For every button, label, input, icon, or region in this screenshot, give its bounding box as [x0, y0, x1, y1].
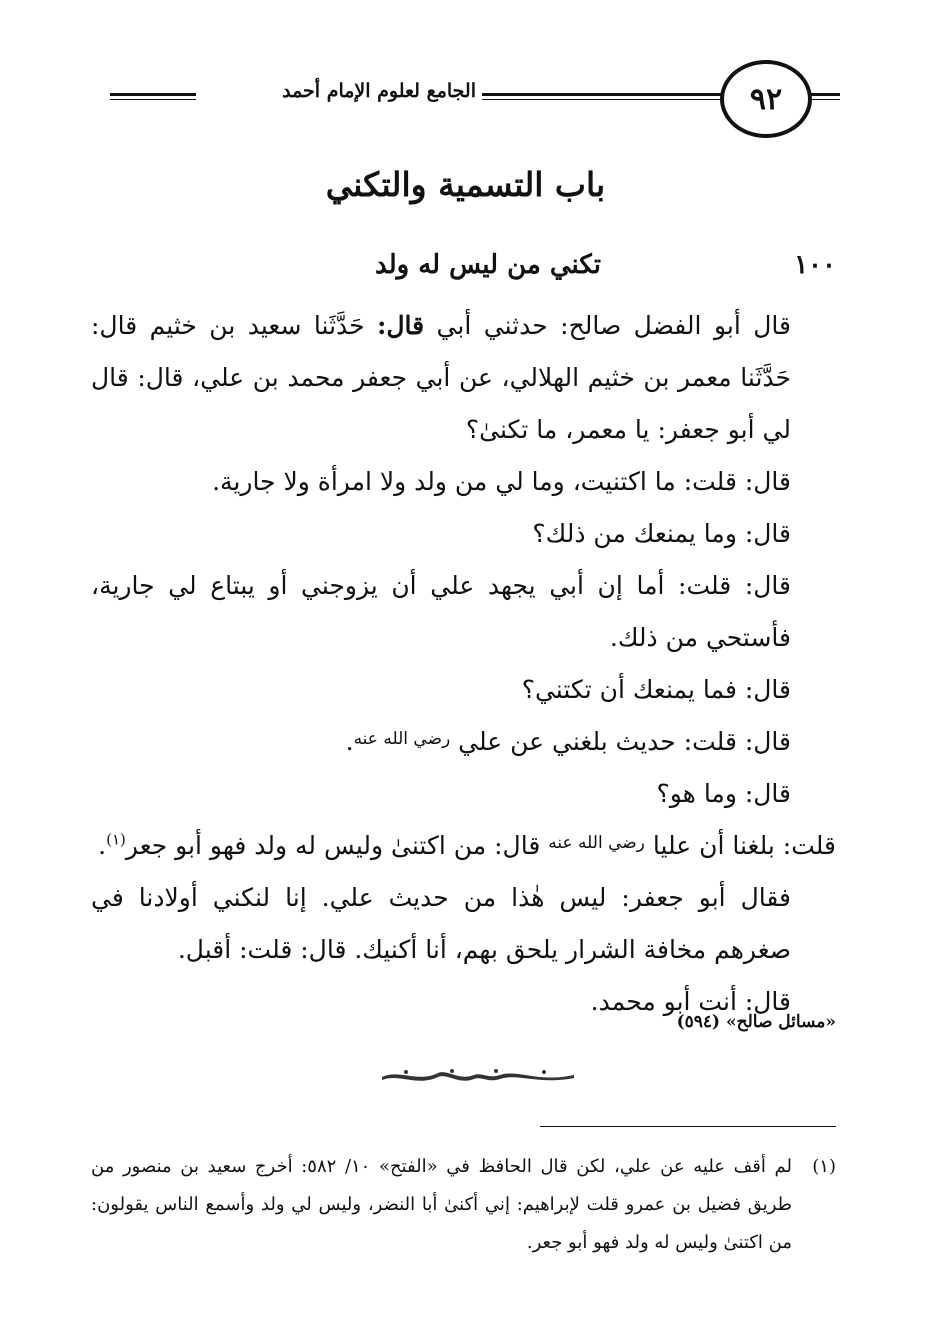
source-citation: «مسائل صالح» (٥٩٤)	[676, 1012, 836, 1032]
footnote-reference[interactable]: (١)	[106, 830, 126, 849]
paragraph-8-end: .	[98, 831, 107, 860]
paragraph-1-part-c: حَدَّثَنا سعيد بن خثيم قال: حَدَّثَنا معمر بن خثيم الهلالي، عن أبي جعفر محمد بن علي، قال: قال لي أبو جعفر: يا معمر، ما تكنىٰ؟	[91, 311, 791, 444]
running-header	[98, 58, 840, 138]
footnote-text: لم أقف عليه عن علي، لكن قال الحافظ في «الفتح» ١٠/ ٥٨٢: أخرج سعيد بن منصور من طريق فضيل بن عمرو قلت لإبراهيم: إني أكنىٰ أبا النضر، وليس لي ولد وأسمع الناس يقولون: من اكتنىٰ وليس له ولد فهو أبو جعر.	[91, 1156, 792, 1253]
paragraph-3: قال: وما يمنعك من ذلك؟	[532, 519, 791, 548]
paragraph-10: قال: أنت أبو محمد.	[590, 987, 791, 1016]
chapter-title: باب التسمية والتكني	[325, 165, 606, 204]
footnote	[91, 1148, 836, 1262]
paragraph-6	[91, 716, 836, 768]
paragraph-4: قال: قلت: أما إن أبي يجهد علي أن يزوجني أو يبتاع لي جارية، فأستحي من ذلك.	[91, 571, 791, 652]
paragraph-9: فقال أبو جعفر: ليس هٰذا من حديث علي. إنا لنكني أولادنا في صغرهم مخافة الشرار يلحق بهم، أنا أكنيك. قال: قلت: أقبل.	[91, 883, 791, 964]
ornament-divider	[378, 1063, 578, 1087]
section-number: ١٠٠	[794, 250, 836, 280]
section-title: تكني من ليس له ولد	[375, 250, 601, 280]
honorific-mark: رضي الله عنه	[548, 833, 645, 853]
header-rule-middle	[482, 93, 722, 100]
section-heading	[91, 250, 836, 290]
paragraph-8-part-b: قال: من اكتنىٰ وليس له ولد فهو أبو جعر	[125, 831, 549, 860]
paragraph-2: قال: قلت: ما اكتنيت، وما لي من ولد ولا امرأة ولا جارية.	[212, 467, 791, 496]
running-title: الجامع لعلوم الإمام أحمد	[282, 80, 476, 102]
paragraph-5: قال: فما يمنعك أن تكتني؟	[521, 675, 791, 704]
footnote-separator	[540, 1126, 836, 1127]
paragraph-1-part-a: قال أبو الفضل صالح: حدثني أبي	[424, 311, 791, 340]
paragraph-1	[91, 300, 836, 456]
header-rule-left	[110, 93, 196, 100]
footnote-marker: (١)	[812, 1156, 836, 1177]
body-text	[91, 300, 836, 1028]
paragraph-8	[91, 820, 836, 872]
honorific-mark: رضي الله عنه	[353, 729, 451, 749]
paragraph-7: قال: وما هو؟	[656, 779, 791, 808]
paragraph-1-part-b: قال:	[377, 311, 425, 340]
paragraph-8-part-a: قلت: بلغنا أن عليا	[652, 831, 836, 860]
page-number: ٩٢	[720, 60, 812, 138]
paragraph-6-text: قال: قلت: حديث بلغني عن علي	[458, 727, 791, 756]
paragraph-6-end: .	[345, 727, 354, 756]
